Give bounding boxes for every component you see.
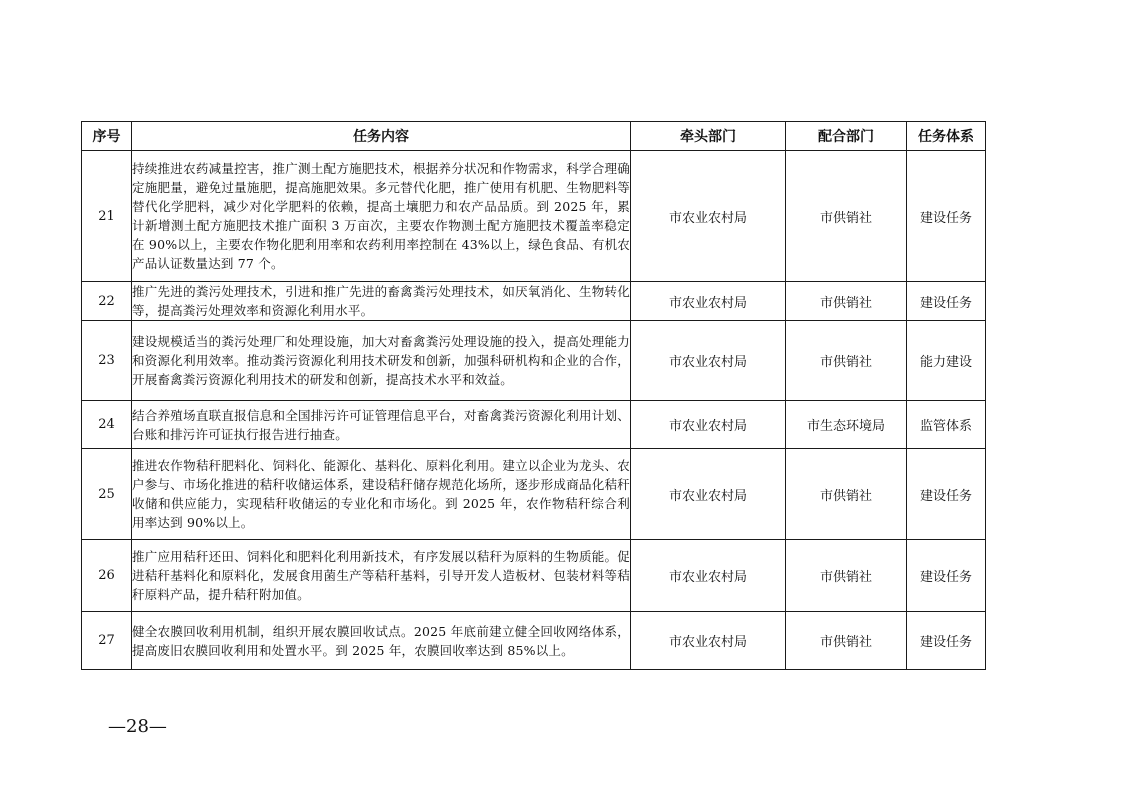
row-content: 结合养殖场直联直报信息和全国排污许可证管理信息平台，对畜禽粪污资源化利用计划、台账和排污许可证执行报告进行抽查。	[132, 401, 631, 449]
row-number: 24	[82, 401, 132, 449]
row-content: 持续推进农药减量控害，推广测土配方施肥技术，根据养分状况和作物需求，科学合理确定施肥量，避免过量施肥，提高施肥效果。多元替代化肥，推广使用有机肥、生物肥料等替代化学肥料，减少对化学肥料的依赖，提高土壤肥力和农产品品质。到 2025 年，累计新增测土配方施肥技术推广面积 3 万亩次，主要农作物测土配方施肥技术覆盖率稳定在 90%以上，主要农作物化肥利用率和农药利用率控制在 43%以上，绿色食品、有机农产品认证数量达到 77 个。	[132, 151, 631, 282]
row-content: 健全农膜回收利用机制，组织开展农膜回收试点。2025 年底前建立健全回收网络体系，提高废旧农膜回收利用和处置水平。到 2025 年，农膜回收率达到 85%以上。	[132, 612, 631, 670]
header-task-system: 任务体系	[907, 122, 986, 151]
row-task-system: 能力建设	[907, 321, 986, 401]
row-task-system: 建设任务	[907, 282, 986, 321]
row-lead-department: 市农业农村局	[631, 449, 786, 540]
header-task-content: 任务内容	[132, 122, 631, 151]
table-row	[82, 449, 986, 540]
row-task-system: 建设任务	[907, 612, 986, 670]
row-cooperating-department: 市生态环境局	[786, 401, 907, 449]
table-row	[82, 401, 986, 449]
row-cooperating-department: 市供销社	[786, 321, 907, 401]
table-row	[82, 612, 986, 670]
row-lead-department: 市农业农村局	[631, 612, 786, 670]
table-row	[82, 321, 986, 401]
row-number: 25	[82, 449, 132, 540]
header-cooperating-department: 配合部门	[786, 122, 907, 151]
table-row	[82, 151, 986, 282]
row-cooperating-department: 市供销社	[786, 540, 907, 612]
row-cooperating-department: 市供销社	[786, 282, 907, 321]
row-content: 推广先进的粪污处理技术，引进和推广先进的畜禽粪污处理技术，如厌氧消化、生物转化等，提高粪污处理效率和资源化利用水平。	[132, 282, 631, 321]
row-lead-department: 市农业农村局	[631, 321, 786, 401]
row-cooperating-department: 市供销社	[786, 151, 907, 282]
table-row	[82, 540, 986, 612]
row-lead-department: 市农业农村局	[631, 401, 786, 449]
row-task-system: 建设任务	[907, 151, 986, 282]
header-lead-department: 牵头部门	[631, 122, 786, 151]
row-content: 推广应用秸秆还田、饲料化和肥料化利用新技术，有序发展以秸秆为原料的生物质能。促进秸秆基料化和原料化，发展食用菌生产等秸秆基料，引导开发人造板材、包装材料等秸秆原料产品，提升秸秆附加值。	[132, 540, 631, 612]
row-lead-department: 市农业农村局	[631, 282, 786, 321]
row-lead-department: 市农业农村局	[631, 151, 786, 282]
row-content: 推进农作物秸秆肥料化、饲料化、能源化、基料化、原料化利用。建立以企业为龙头、农户参与、市场化推进的秸秆收储运体系，建设秸秆储存规范化场所，逐步形成商品化秸秆收储和供应能力，实现秸秆收储运的专业化和市场化。到 2025 年，农作物秸秆综合利用率达到 90%以上。	[132, 449, 631, 540]
row-number: 23	[82, 321, 132, 401]
header-serial-number: 序号	[82, 122, 132, 151]
row-task-system: 建设任务	[907, 540, 986, 612]
row-number: 22	[82, 282, 132, 321]
row-number: 26	[82, 540, 132, 612]
row-number: 27	[82, 612, 132, 670]
row-number: 21	[82, 151, 132, 282]
row-task-system: 建设任务	[907, 449, 986, 540]
row-cooperating-department: 市供销社	[786, 612, 907, 670]
row-task-system: 监管体系	[907, 401, 986, 449]
row-lead-department: 市农业农村局	[631, 540, 786, 612]
task-table	[81, 121, 986, 670]
table-header-row	[82, 122, 986, 151]
row-content: 建设规模适当的粪污处理厂和处理设施，加大对畜禽粪污处理设施的投入，提高处理能力和资源化利用效率。推动粪污资源化利用技术研发和创新，加强科研机构和企业的合作，开展畜禽粪污资源化利用技术的研发和创新，提高技术水平和效益。	[132, 321, 631, 401]
table-row	[82, 282, 986, 321]
row-cooperating-department: 市供销社	[786, 449, 907, 540]
page-number: —28—	[108, 716, 167, 737]
